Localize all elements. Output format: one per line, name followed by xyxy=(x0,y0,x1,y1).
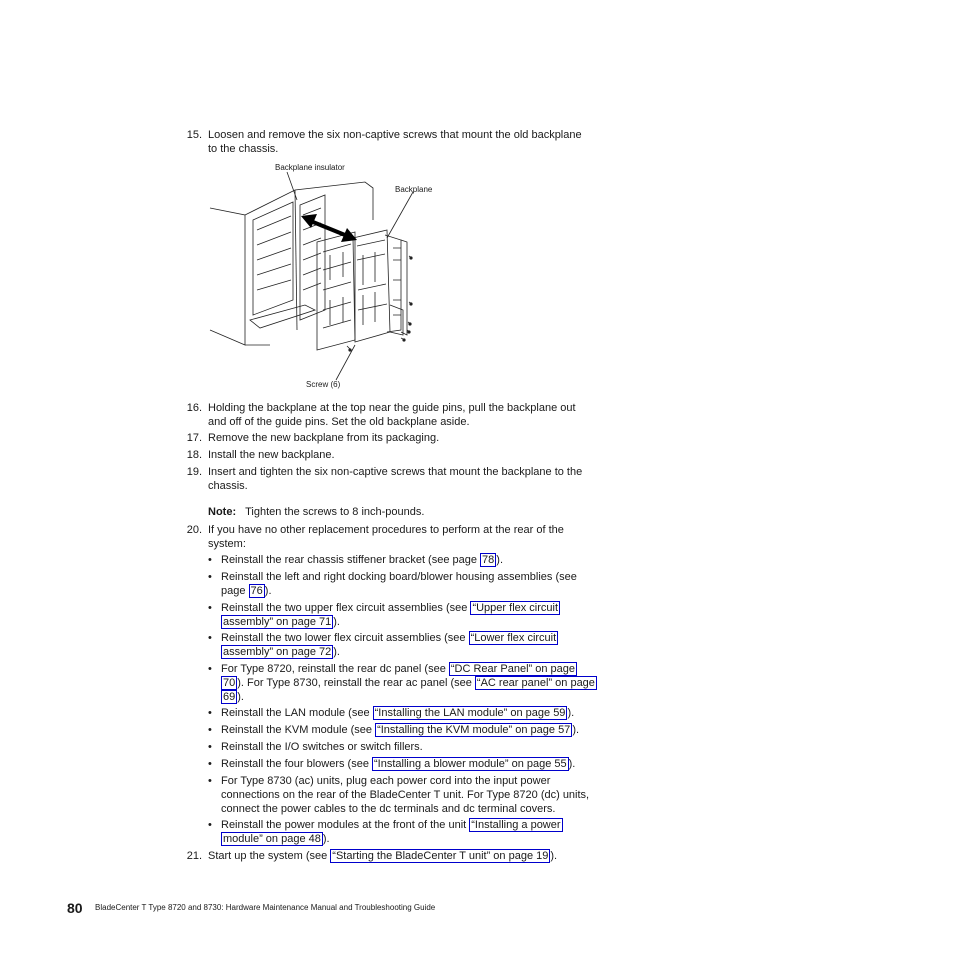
dc-rear-panel-link[interactable]: 70 xyxy=(223,677,236,689)
backplane-label: Backplane xyxy=(395,185,433,194)
step-text-line: system: xyxy=(208,538,246,550)
backplane-insulator-label: Backplane insulator xyxy=(275,163,345,172)
step-text-line: and off of the guide pins. Set the old backplane aside. xyxy=(208,416,470,428)
step-number: 19. xyxy=(186,466,202,478)
step-text-line: Insert and tighten the six non-captive screws that mount the backplane to the xyxy=(208,466,583,478)
step-text-line: If you have no other replacement procedures to perform at the rear of the xyxy=(208,524,564,536)
step-number: 17. xyxy=(186,432,202,444)
step-text-line: Holding the backplane at the top near the guide pins, pull the backplane out xyxy=(208,402,576,414)
lan-module-link[interactable]: “Installing the LAN module” on page 59 xyxy=(374,707,566,719)
bullet-icon: • xyxy=(208,741,212,753)
page-78-link[interactable]: 78 xyxy=(482,554,495,566)
bullet-icon: • xyxy=(208,819,212,831)
step-number: 20. xyxy=(186,524,202,536)
step-number: 16. xyxy=(186,402,202,414)
ac-rear-panel-link[interactable]: “AC rear panel” on page xyxy=(476,677,595,689)
screw-icon xyxy=(409,302,412,305)
screw-icon xyxy=(402,338,405,341)
blower-module-link[interactable]: “Installing a blower module” on page 55 xyxy=(374,758,567,770)
note xyxy=(208,505,424,519)
page-number: 80 xyxy=(67,900,83,916)
bullet-icon: • xyxy=(208,663,212,675)
step-number: 15. xyxy=(186,129,202,141)
bullet-icon: • xyxy=(208,775,212,787)
footer-title: BladeCenter T Type 8720 and 8730: Hardware Maintenance Manual and Troubleshooting Guide xyxy=(95,903,436,912)
step-text-line: to the chassis. xyxy=(208,143,279,155)
note-text: Tighten the screws to 8 inch-pounds. xyxy=(245,506,425,518)
bullet-icon: • xyxy=(208,571,212,583)
starting-bladecenter-link[interactable]: “Starting the BladeCenter T unit” on page 19 xyxy=(332,850,549,862)
backplane-illustration xyxy=(205,160,625,395)
screw-icon xyxy=(407,330,410,333)
step-text: Remove the new backplane from its packaging. xyxy=(208,432,440,444)
screw-icon xyxy=(408,322,411,325)
backplane-removal-figure xyxy=(205,160,625,395)
step-number: 21. xyxy=(186,850,202,862)
upper-flex-circuit-link[interactable]: “Upper flex circuit xyxy=(472,602,559,614)
dc-rear-panel-link[interactable]: “DC Rear Panel” on page xyxy=(450,663,575,675)
page-76-link[interactable]: 76 xyxy=(250,585,263,597)
step-text-line: Loosen and remove the six non-captive screws that mount the old backplane xyxy=(208,129,582,141)
step-number: 18. xyxy=(186,449,202,461)
screw-icon xyxy=(348,348,351,351)
step-text: Install the new backplane. xyxy=(208,449,335,461)
kvm-module-link[interactable]: “Installing the KVM module” on page 57 xyxy=(377,724,571,736)
bullet-icon: • xyxy=(208,707,212,719)
bullet-icon: • xyxy=(208,554,212,566)
note-label: Note: xyxy=(208,506,237,518)
lower-flex-circuit-link[interactable]: “Lower flex circuit xyxy=(470,632,557,644)
power-module-link[interactable]: module” on page 48 xyxy=(223,833,321,845)
screw-label: Screw (6) xyxy=(306,380,341,389)
bullet-icon: • xyxy=(208,758,212,770)
screw-icon xyxy=(409,256,412,259)
power-module-link[interactable]: “Installing a power xyxy=(471,819,561,831)
bullet-icon: • xyxy=(208,632,212,644)
upper-flex-circuit-link[interactable]: assembly” on page 71 xyxy=(223,616,332,628)
lower-flex-circuit-link[interactable]: assembly” on page 72 xyxy=(223,646,332,658)
ac-rear-panel-link[interactable]: 69 xyxy=(223,691,236,703)
step-text-line: chassis. xyxy=(208,480,248,492)
bullet-icon: • xyxy=(208,602,212,614)
bullet-icon: • xyxy=(208,724,212,736)
